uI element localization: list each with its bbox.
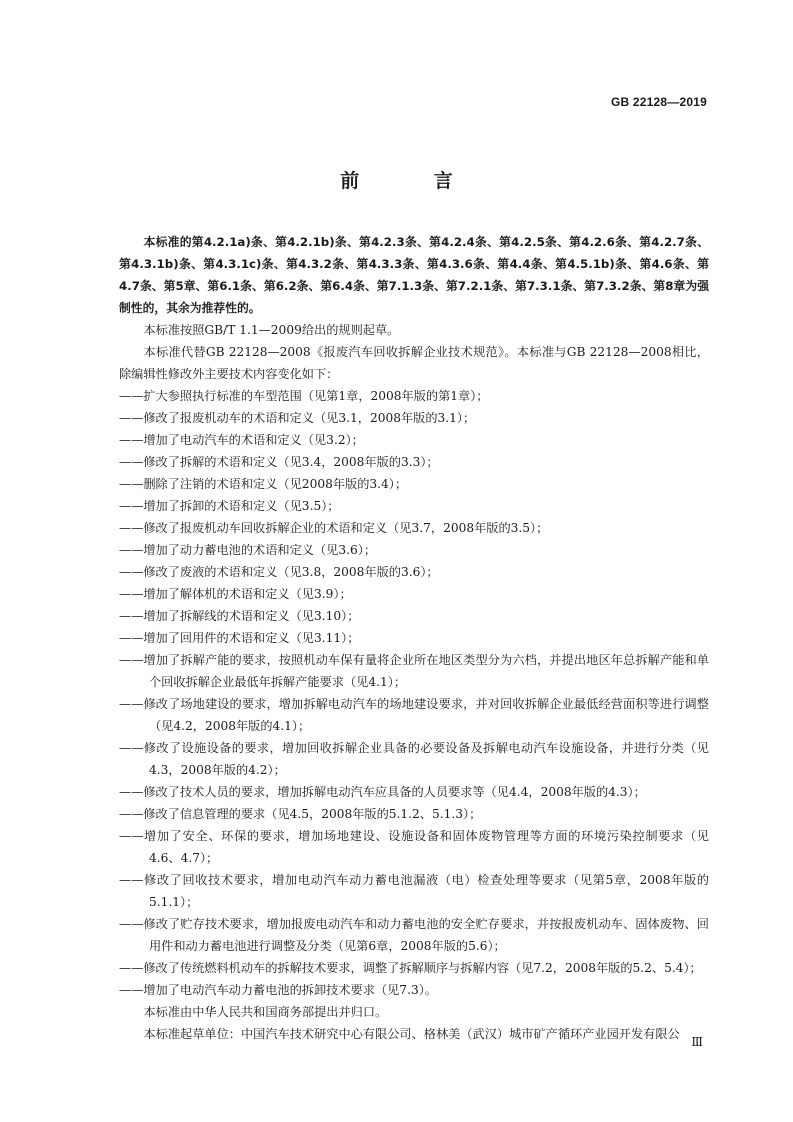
- list-item: ——增加了解体机的术语和定义（见3.9）；: [119, 587, 352, 601]
- list-item: ——增加了拆解产能的要求，按照机动车保有量将企业所在地区类型分为六档，并提出地区年总拆解产能和单个回收拆解企业最低年拆解产能要求（见4.1）；: [119, 653, 709, 689]
- list-item: ——增加了拆卸的术语和定义（见3.5）；: [119, 499, 340, 513]
- list-item: ——增加了动力蓄电池的术语和定义（见3.6）；: [119, 543, 377, 557]
- list-item: ——增加了电动汽车动力蓄电池的拆卸技术要求（见7.3）。: [119, 983, 437, 997]
- changes-list: [119, 385, 709, 1001]
- list-item: ——修改了技术人员的要求，增加拆解电动汽车应具备的人员要求等（见4.4，2008年版的4.3）；: [119, 785, 646, 799]
- mandatory-statement: 本标准的第4.2.1a)条、第4.2.1b)条、第4.2.3条、第4.2.4条、第4.2.5条、第4.2.6条、第4.2.7条、第4.3.1b)条、第4.3.1c)条、第4.3.2条、第4.3.3条、第4.3.6条、第4.4条、第4.5.1b)条、第4.6条、第4.7条、第5章、第6.1条、第6.2条、第6.4条、第7.1.3条、第7.2.1条、第7.3.1条、第7.3.2条、第8章为强制性的，其余为推荐性的。: [119, 235, 709, 315]
- standard-number: GB 22128—2019: [611, 95, 707, 109]
- list-item: ——修改了场地建设的要求，增加拆解电动汽车的场地建设要求，并对回收拆解企业最低经营面积等进行调整（见4.2，2008年版的4.1）；: [119, 697, 709, 733]
- list-item: ——修改了废液的术语和定义（见3.8，2008年版的3.6）；: [119, 565, 439, 579]
- list-item: ——增加了电动汽车的术语和定义（见3.2）；: [119, 433, 364, 447]
- list-item: ——修改了拆解的术语和定义（见3.4，2008年版的3.3）；: [119, 455, 439, 469]
- list-item: ——扩大参照执行标准的车型范围（见第1章，2008年版的第1章）；: [119, 389, 489, 403]
- list-item: ——修改了传统燃料机动车的拆解技术要求，调整了拆解顺序与拆解内容（见7.2，2008年版的5.2、5.4）；: [119, 961, 702, 975]
- list-item: ——增加了回用件的术语和定义（见3.11）；: [119, 631, 360, 645]
- page-number: Ⅲ: [691, 1035, 703, 1049]
- drafting-rule: 本标准按照GB/T 1.1—2009给出的规则起草。: [143, 323, 400, 337]
- page-title: 前 言: [340, 170, 487, 192]
- replacement-note: 本标准代替GB 22128—2008《报废汽车回收拆解企业技术规范》。本标准与GB 22128—2008相比，除编辑性修改外主要技术内容变化如下：: [119, 345, 709, 381]
- drafters-note: 本标准起草单位：中国汽车技术研究中心有限公司、格林美（武汉）城市矿产循环产业园开发有限公: [143, 1027, 680, 1041]
- foreword-body: [119, 231, 709, 1045]
- proposer-note: 本标准由中华人民共和国商务部提出并归口。: [143, 1005, 388, 1019]
- list-item: ——增加了拆解线的术语和定义（见3.10）；: [119, 609, 360, 623]
- list-item-selected: ——修改了贮存技术要求，增加报废电动汽车和动力蓄电池的安全贮存要求，并按报废机动车、固体废物、回用件和动力蓄电池进行调整及分类（见第6章，2008年版的5.6）；: [119, 913, 709, 957]
- list-item: ——修改了报废机动车回收拆解企业的术语和定义（见3.7，2008年版的3.5）；: [119, 521, 549, 535]
- list-item: ——修改了报废机动车的术语和定义（见3.1，2008年版的3.1）；: [119, 411, 476, 425]
- list-item: ——修改了信息管理的要求（见4.5，2008年版的5.1.2、5.1.3）；: [119, 807, 482, 821]
- list-item: ——修改了回收技术要求，增加电动汽车动力蓄电池漏液（电）检查处理等要求（见第5章，2008年版的5.1.1）；: [119, 873, 709, 909]
- list-item: ——删除了注销的术语和定义（见2008年版的3.4）；: [119, 477, 408, 491]
- list-item: ——修改了设施设备的要求，增加回收拆解企业具备的必要设备及拆解电动汽车设施设备，并进行分类（见4.3，2008年版的4.2）；: [119, 741, 709, 777]
- list-item: ——增加了安全、环保的要求，增加场地建设、设施设备和固体废物管理等方面的环境污染控制要求（见4.6、4.7）；: [119, 829, 709, 865]
